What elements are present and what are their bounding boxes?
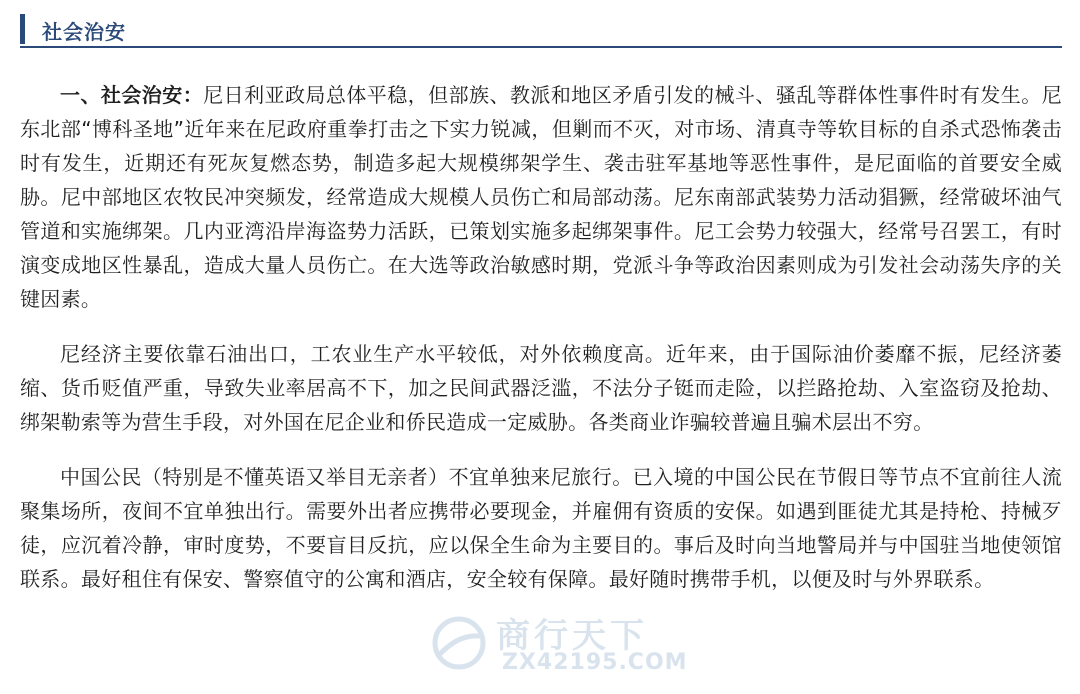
- paragraph-economy: [20, 337, 1062, 439]
- paragraph-lead: 一、社会治安：: [60, 83, 204, 107]
- section-accent-bar: [20, 14, 25, 44]
- paragraph-advice: [20, 460, 1062, 596]
- section-header: [20, 10, 1062, 48]
- article-body: [20, 78, 1062, 617]
- watermark-text-en: ZX42195.COM: [502, 650, 688, 675]
- paragraph-text: 尼日利亚政局总体平稳，但部族、教派和地区矛盾引发的械斗、骚乱等群体性事件时有发生。尼东北部“博科圣地”近年来在尼政府重拳打击之下实力锐减，但剿而不灭，对市场、清真寺等软目标的自杀式恐怖袭击时有发生，近期还有死灰复燃态势，制造多起大规模绑架学生、袭击驻军基地等恶性事件，是尼面临的首要安全威胁。尼中部地区农牧民冲突频发，经常造成大规模人员伤亡和局部动荡。尼东南部武装势力活动猖獗，经常破坏油气管道和实施绑架。几内亚湾沿岸海盗势力活跃，已策划实施多起绑架事件。尼工会势力较强大，经常号召罢工，有时演变成地区性暴乱，造成大量人员伤亡。在大选等政治敏感时期，党派斗争等政治因素则成为引发社会动荡失序的关键因素。: [20, 83, 1062, 311]
- paragraph-text: 尼经济主要依靠石油出口，工农业生产水平较低，对外依赖度高。近年来，由于国际油价萎靡不振，尼经济萎缩、货币贬值严重，导致失业率居高不下，加之民间武器泛滥，不法分子铤而走险，以拦路抢劫、入室盗窃及抢劫、绑架勒索等为营生手段，对外国在尼企业和侨民造成一定威胁。各类商业诈骗较普遍且骗术层出不穷。: [20, 342, 1062, 434]
- watermark: [430, 606, 688, 686]
- paragraph-public-security: [20, 78, 1062, 316]
- watermark-text-cn: 商行天下: [496, 616, 648, 656]
- section-title: 社会治安: [42, 20, 126, 44]
- paragraph-text: 中国公民（特别是不懂英语又举目无亲者）不宜单独来尼旅行。已入境的中国公民在节假日等节点不宜前往人流聚集场所，夜间不宜单独出行。需要外出者应携带必要现金，并雇佣有资质的安保。如遇到匪徒尤其是持枪、持械歹徒，应沉着冷静，审时度势，不要盲目反抗，应以保全生命为主要目的。事后及时向当地警局并与中国驻当地使领馆联系。最好租住有保安、警察值守的公寓和酒店，安全较有保障。最好随时携带手机，以便及时与外界联系。: [20, 465, 1062, 591]
- watermark-logo-icon: [430, 614, 488, 672]
